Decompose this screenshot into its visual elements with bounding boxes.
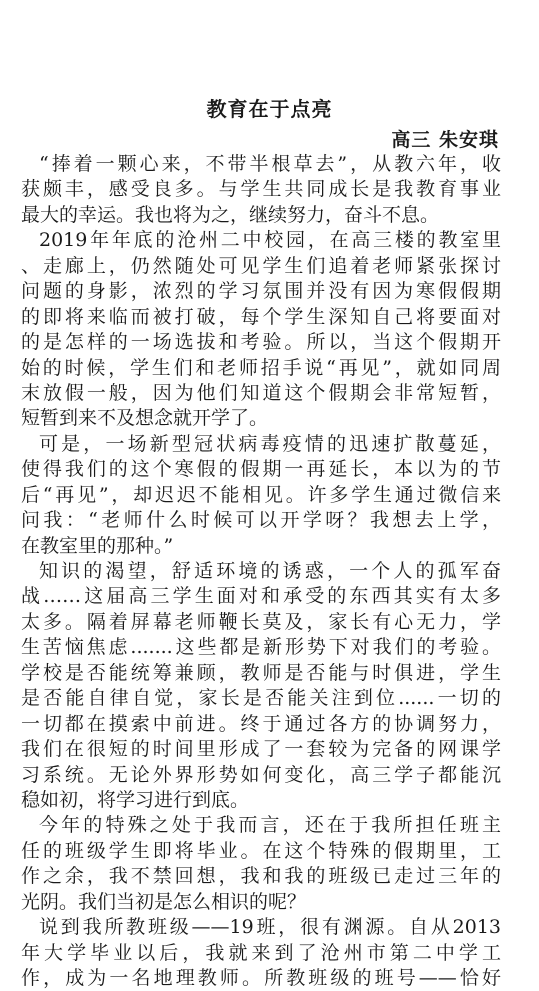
text-line: 稳如初，将学习进行到底。 (21, 788, 250, 811)
text-line: 的即将来临而被打破，每个学生深知自己将要面对 (21, 305, 501, 328)
article-body (21, 152, 501, 991)
text-line: 战……这届高三学生面对和承受的东西其实有太多 (21, 585, 501, 608)
text-line: 的是怎样的一场选拔和考验。所以，当这个假期开 (21, 331, 501, 354)
document-title: 教育在于点亮 (206, 97, 333, 121)
text-line: 太多。隔着屏幕老师鞭长莫及，家长有心无力，学 (21, 610, 501, 633)
text-line: 问题的身影，浓烈的学习氛围并没有因为寒假假期 (21, 280, 501, 303)
text-line: 作，成为一名地理教师。所教班级的班号——恰好 (21, 967, 501, 989)
text-line: 是否能自律自觉，家长是否能关注到位......一切的 (21, 687, 501, 710)
text-line: 获颇丰，感受良多。与学生共同成长是我教育事业 (21, 178, 501, 201)
text-line: 一切都在摸索中前进。终于通过各方的协调努力， (21, 712, 501, 735)
text-line: 我们在很短的时间里形成了一套较为完备的网课学 (21, 738, 501, 761)
text-line: 生苦恼焦虑.......这些都是新形势下对我们的考验。 (21, 636, 501, 659)
text-line: 最大的幸运。我也将为之，继续努力，奋斗不息。 (21, 203, 440, 226)
text-line: 问我：“老师什么时候可以开学呀？我想去上学， (21, 509, 501, 532)
text-line: 作之余，我不禁回想，我和我的班级已走过三年的 (21, 865, 501, 888)
text-line: 学校是否能统筹兼顾，教师是否能与时俱进，学生 (21, 661, 501, 684)
text-line: 、走廊上，仍然随处可见学生们追着老师紧张探讨 (21, 254, 501, 277)
text-line: 任的班级学生即将毕业。在这个特殊的假期里，工 (21, 839, 501, 862)
text-line: 知识的渴望，舒适环境的诱惑，一个人的孤军奋 (39, 560, 501, 582)
text-line: 使得我们的这个寒假的假期一再延长，本以为的节 (21, 458, 501, 481)
text-line: 后“再见”，却迟迟不能相见。许多学生通过微信来 (21, 483, 501, 506)
text-line: “捧着一颗心来，不带半根草去”，从教六年，收 (39, 153, 501, 175)
text-line: 在教室里的那种。” (21, 534, 174, 557)
text-line: 习系统。无论外界形势如何变化，高三学子都能沉 (21, 763, 501, 786)
text-line: 年大学毕业以后，我就来到了沧州市第二中学工 (21, 941, 501, 964)
text-line: 光阴。我们当初是怎么相识的呢？ (21, 890, 307, 913)
author-byline: 高三 朱安琪 (391, 129, 499, 151)
text-line: 今年的特殊之处于我而言，还在于我所担任班主 (39, 814, 501, 837)
text-line: 可是，一场新型冠状病毒疫情的迅速扩散蔓延， (39, 432, 501, 455)
text-line: 末放假一般，因为他们知道这个假期会非常短暂， (21, 381, 501, 404)
text-line: 说到我所教班级——19班，很有渊源。自从2013 (39, 916, 501, 939)
text-line: 短暂到来不及想念就开学了。 (21, 407, 269, 430)
text-line: 2019年年底的沧州二中校园，在高三楼的教室里 (39, 229, 501, 252)
text-line: 始的时候，学生们和老师招手说“再见”，就如同周 (21, 356, 501, 379)
